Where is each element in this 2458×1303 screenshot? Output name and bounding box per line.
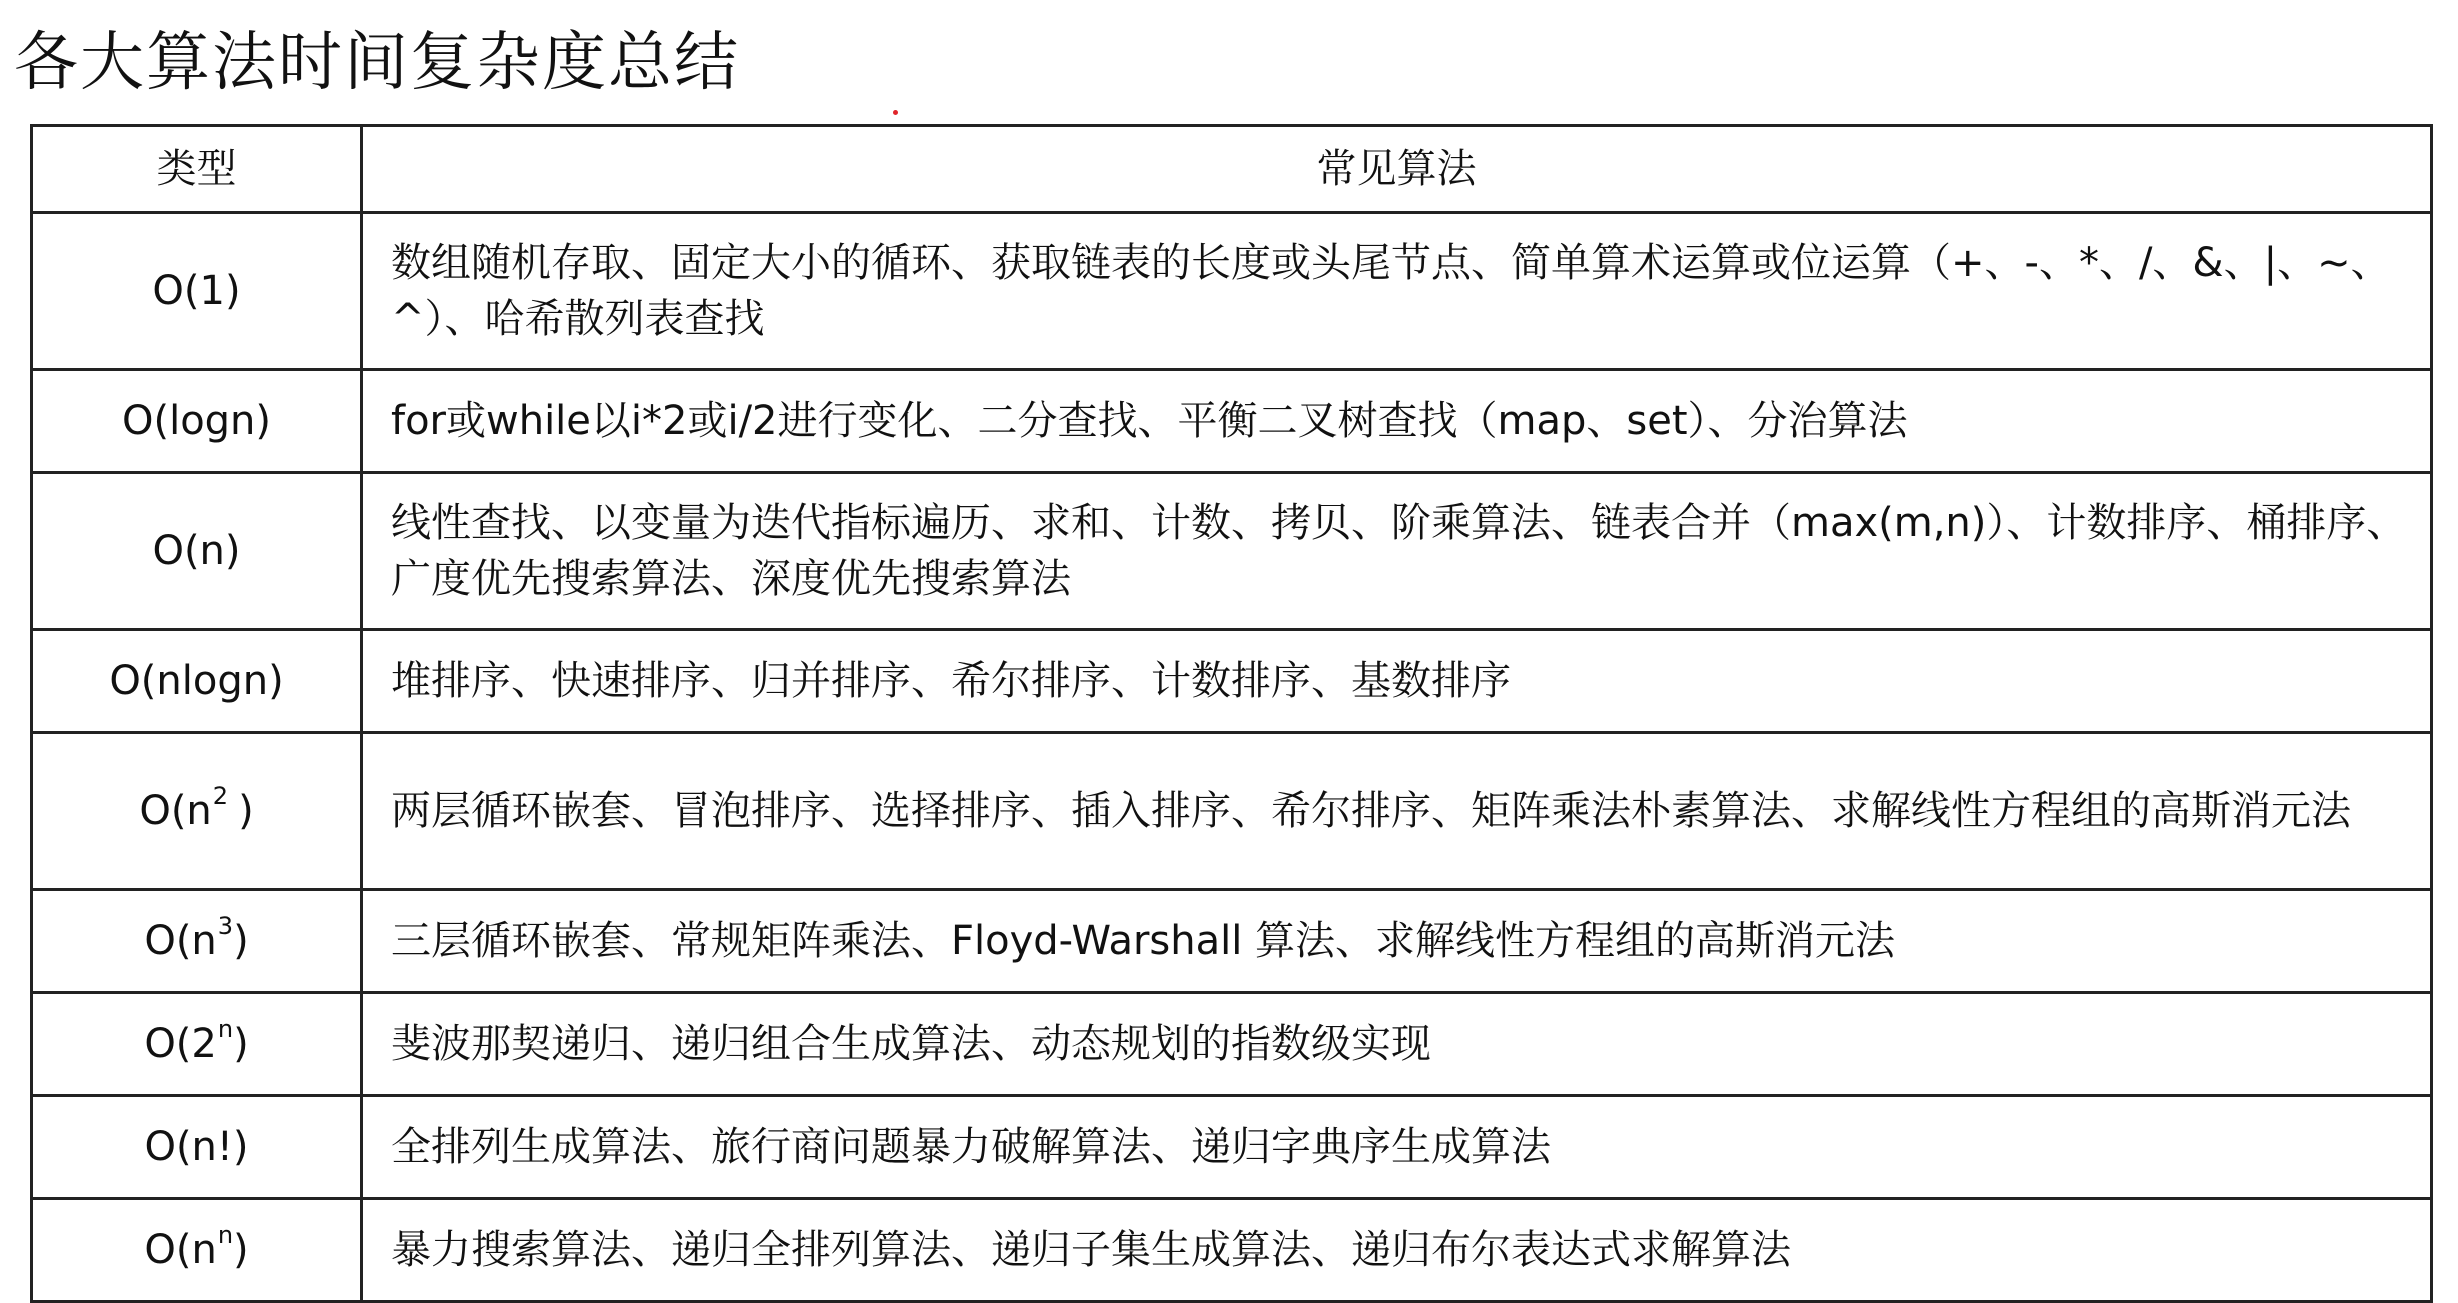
algorithms-cell: 线性查找、以变量为迭代指标遍历、求和、计数、拷贝、阶乘算法、链表合并（max(m,n)）、计数排序、桶排序、广度优先搜索算法、深度优先搜索算法: [362, 473, 2432, 630]
algorithms-cell: for或while以i*2或i/2进行变化、二分查找、平衡二叉树查找（map、set）、分治算法: [362, 370, 2432, 473]
complexity-base: O(n: [144, 1227, 217, 1273]
complexity-base: O(n: [144, 918, 217, 964]
complexity-notation: [144, 1016, 248, 1072]
complexity-type-cell: [32, 213, 362, 370]
red-dot-mark: [893, 110, 898, 115]
complexity-base: O(nlogn): [109, 658, 284, 704]
complexity-close-paren: ): [233, 1227, 249, 1273]
complexity-notation: [152, 263, 240, 319]
complexity-type-cell: [32, 630, 362, 733]
complexity-type-cell: [32, 1096, 362, 1199]
complexity-notation: [109, 653, 283, 709]
table-row: [32, 630, 2432, 733]
complexity-exponent: 2: [212, 781, 229, 810]
algorithms-cell: 堆排序、快速排序、归并排序、希尔排序、计数排序、基数排序: [362, 630, 2432, 733]
complexity-base: O(n): [152, 528, 241, 574]
table-row: [32, 1096, 2432, 1199]
table-row: [32, 370, 2432, 473]
complexity-table: [30, 124, 2433, 1303]
complexity-base: O(1): [152, 268, 241, 314]
complexity-type-cell: [32, 993, 362, 1096]
complexity-exponent: n: [217, 1014, 234, 1043]
complexity-notation: [139, 783, 253, 839]
complexity-notation: [144, 913, 248, 969]
complexity-notation: [122, 393, 271, 449]
complexity-base: O(2: [144, 1021, 217, 1067]
complexity-type-cell: [32, 1199, 362, 1302]
complexity-base: O(logn): [121, 398, 272, 444]
table-row: [32, 993, 2432, 1096]
complexity-type-cell: [32, 370, 362, 473]
table-row: [32, 733, 2432, 890]
complexity-close-paren: ): [233, 1021, 249, 1067]
algorithms-cell: 三层循环嵌套、常规矩阵乘法、Floyd-Warshall 算法、求解线性方程组的高斯消元法: [362, 890, 2432, 993]
table-row: [32, 473, 2432, 630]
algorithms-cell: 两层循环嵌套、冒泡排序、选择排序、插入排序、希尔排序、矩阵乘法朴素算法、求解线性方程组的高斯消元法: [362, 733, 2432, 890]
complexity-close-paren: ): [238, 788, 254, 834]
algorithms-cell: 斐波那契递归、递归组合生成算法、动态规划的指数级实现: [362, 993, 2432, 1096]
table-header-row: [32, 126, 2432, 213]
complexity-type-cell: [32, 473, 362, 630]
table-row: [32, 213, 2432, 370]
complexity-type-cell: [32, 733, 362, 890]
complexity-type-cell: [32, 890, 362, 993]
table-row: [32, 890, 2432, 993]
complexity-exponent: 3: [217, 911, 234, 940]
page-title: 各大算法时间复杂度总结: [14, 26, 740, 100]
complexity-notation: [144, 1222, 248, 1278]
algorithms-cell: 数组随机存取、固定大小的循环、获取链表的长度或头尾节点、简单算术运算或位运算（+、-、*、/、&、|、~、^）、哈希散列表查找: [362, 213, 2432, 370]
algorithms-cell: 全排列生成算法、旅行商问题暴力破解算法、递归字典序生成算法: [362, 1096, 2432, 1199]
complexity-base: O(n!): [144, 1124, 249, 1170]
algorithms-cell: 暴力搜索算法、递归全排列算法、递归子集生成算法、递归布尔表达式求解算法: [362, 1199, 2432, 1302]
complexity-base: O(n: [139, 788, 212, 834]
complexity-exponent: n: [217, 1220, 234, 1249]
table-body: [32, 213, 2432, 1302]
header-type: 类型: [32, 126, 362, 213]
table-row: [32, 1199, 2432, 1302]
complexity-notation: [144, 1119, 248, 1175]
complexity-notation: [152, 523, 240, 579]
header-algorithms: 常见算法: [362, 126, 2432, 213]
complexity-close-paren: ): [233, 918, 249, 964]
